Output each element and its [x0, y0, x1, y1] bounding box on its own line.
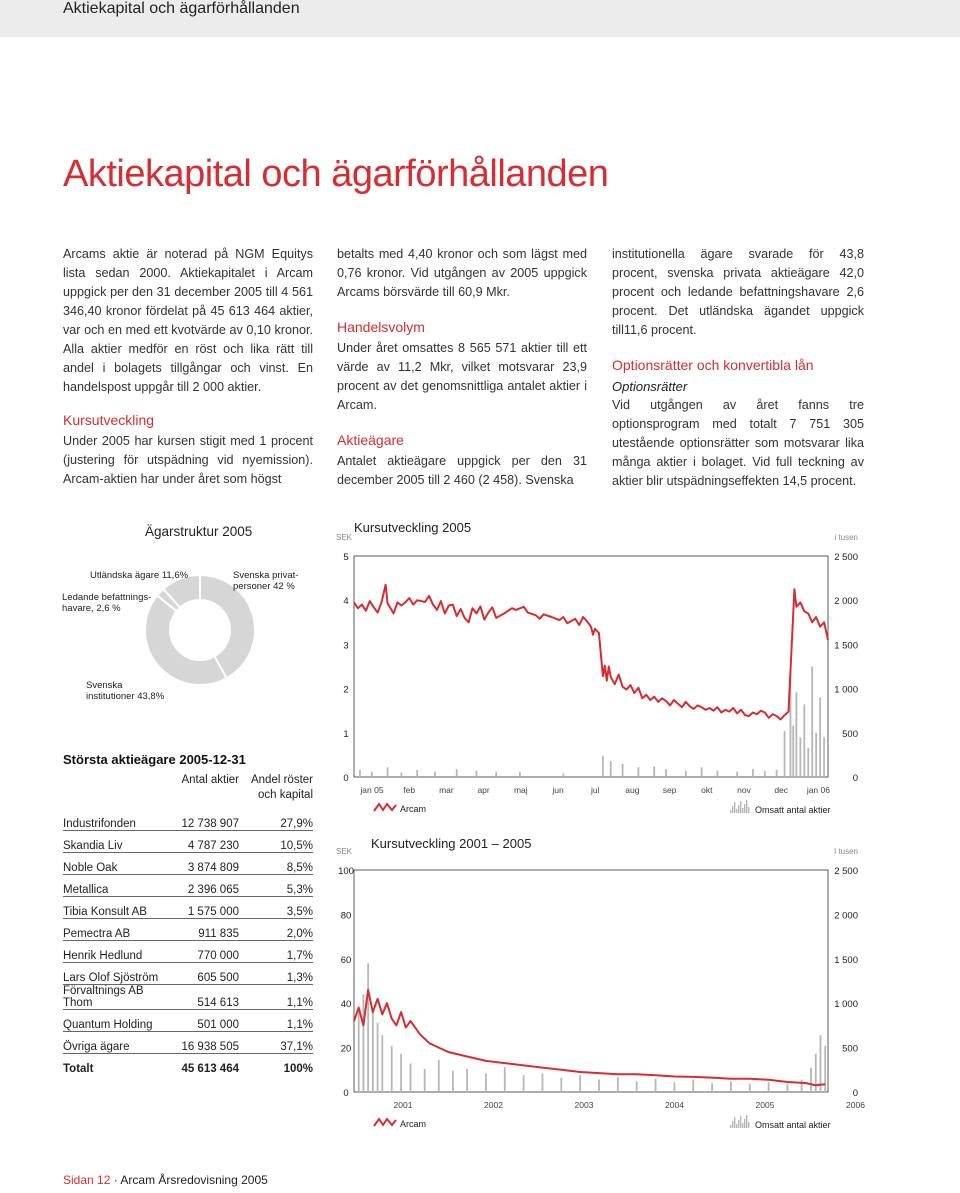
holder-shares: 501 000 [171, 1010, 239, 1032]
volume-bar [372, 1012, 374, 1092]
volume-bar [456, 769, 458, 777]
holder-shares: 770 000 [171, 941, 239, 963]
y-tick-left: 4 [343, 596, 349, 608]
legend-label: Arcam [400, 804, 427, 814]
volume-bar [819, 697, 821, 777]
legend-bar-swatch [738, 1120, 739, 1128]
volume-bar [523, 1075, 525, 1092]
volume-bar [776, 770, 778, 777]
holder-name: Lars Olof Sjöström [63, 963, 171, 985]
price-chart-2001-2005 [330, 847, 870, 1136]
table-row [63, 963, 313, 985]
volume-bar [665, 769, 667, 777]
x-tick-label: jul [590, 785, 600, 795]
volume-bar [787, 1084, 789, 1092]
y-tick-left: 60 [340, 954, 352, 966]
y-tick-right: 1 000 [834, 684, 858, 696]
volume-bar [610, 761, 612, 777]
y-tick-left: 40 [340, 999, 352, 1011]
legend-volume [730, 800, 831, 815]
x-tick-label: 2004 [665, 1100, 684, 1110]
paragraph: betalts med 4,40 kronor och som lägst med 0,76 kronor. Vid utgången av 2005 uppgick Arcams börsvärde till 60,9 Mkr. [337, 247, 587, 299]
text-column-3 [612, 245, 864, 491]
volume-bar [377, 1023, 379, 1092]
x-tick-label: nov [737, 785, 751, 795]
volume-bar [823, 737, 825, 777]
plot-frame [354, 870, 828, 1092]
y-tick-left: 1 [343, 728, 349, 740]
y-tick-right: 0 [852, 1088, 858, 1099]
y-tick-right: 1 500 [834, 640, 858, 652]
plot-frame [354, 556, 828, 777]
legend-label: Arcam [400, 1119, 427, 1129]
y-tick-right: 2 000 [834, 910, 858, 922]
volume-bar [673, 1082, 675, 1092]
holder-pct: 8,5% [239, 853, 313, 875]
paragraph: Vid utgången av året fanns tre optionsprogram med totalt 7 751 305 utestående optionsrätter som motsvarar lika många aktier i bolaget. Vid full teckning av aktier blir utspädningseffekten 14,5 procent. [612, 398, 864, 488]
volume-bar [768, 1082, 770, 1092]
legend-volume [730, 1115, 831, 1130]
section-heading: Optionsrätter och konvertibla lån [612, 357, 814, 373]
holder-pct: 1,1% [239, 985, 313, 1010]
table-row [63, 919, 313, 941]
volume-bar [387, 767, 389, 777]
legend-label: Omsatt antal aktier [755, 1120, 831, 1130]
legend-bar-swatch [744, 1119, 745, 1128]
x-tick-label: 2005 [755, 1100, 775, 1110]
x-tick-label: 2006 [846, 1100, 865, 1110]
col-header-name [63, 773, 171, 809]
volume-bar [736, 772, 738, 777]
paragraph: Under 2005 har kursen stigit med 1 procent (justering för utspädning vid nyemission). Arcam-aktien har under året som högst [63, 434, 313, 486]
y-tick-left: 80 [340, 910, 352, 922]
volume-bar [701, 767, 703, 777]
holder-pct: 1,1% [239, 1010, 313, 1032]
legend-line-swatch [374, 1119, 396, 1126]
section-heading: Kursutveckling [63, 412, 155, 428]
legend-bar-swatch [736, 809, 737, 813]
volume-bar [685, 771, 687, 777]
x-tick-label: maj [513, 785, 528, 795]
volume-bar [485, 1073, 487, 1092]
holder-pct: 3,5% [239, 897, 313, 919]
total-shares: 45 613 464 [181, 1063, 239, 1075]
holder-pct: 2,0% [239, 919, 313, 941]
table-total-row [63, 1054, 313, 1076]
volume-bar [434, 772, 436, 777]
donut-label-line: institutioner 43,8% [86, 691, 165, 702]
volume-bar [749, 1084, 751, 1092]
holder-name: Noble Oak [63, 853, 171, 875]
y-tick-left: 20 [340, 1043, 352, 1055]
volume-bar [381, 1035, 383, 1092]
total-name: Totalt [63, 1063, 94, 1075]
right-unit-label: I tusen [833, 847, 858, 856]
legend-line-swatch [374, 804, 396, 811]
volume-bar [401, 773, 403, 777]
legend-label: Omsatt antal aktier [755, 805, 831, 815]
section-heading: Handelsvolym [337, 319, 425, 335]
price-chart-2005 [330, 533, 870, 820]
y-tick-left: 2 [343, 684, 349, 696]
price-line [354, 585, 828, 720]
donut-label-management [62, 592, 151, 614]
y-tick-left: 3 [343, 640, 349, 652]
volume-bar [504, 1067, 506, 1092]
volume-bar [495, 772, 497, 777]
volume-bar [519, 772, 521, 777]
volume-bar [542, 1073, 544, 1092]
volume-bar [622, 764, 624, 777]
y-tick-right: 500 [842, 1043, 858, 1055]
volume-bar [810, 1068, 812, 1092]
legend-arcam [374, 1119, 426, 1129]
volume-bar [579, 1075, 581, 1092]
donut-label-line: Ledande befattnings- [62, 592, 152, 603]
volume-bar [410, 1064, 412, 1092]
section-subheading: Optionsrätter [612, 379, 688, 394]
volume-bar [692, 1080, 694, 1092]
footer-doc-title: Arcam Årsredovisning 2005 [120, 1173, 268, 1187]
page-title: Aktiekapital och ägarförhållanden [63, 153, 609, 195]
y-tick-right: 2 500 [834, 866, 858, 877]
holder-name: Skandia Liv [63, 831, 171, 853]
top-bar [0, 0, 960, 37]
paragraph: Under året omsattes 8 565 571 aktier till ett värde av 11,2 Mkr, vilket motsvarar 23,9 procent av det genomsnittliga antalet aktier i Arcam. [337, 341, 587, 412]
volume-bar [562, 773, 564, 777]
legend-bar-swatch [746, 1115, 747, 1128]
holder-pct: 5,3% [239, 875, 313, 897]
y-tick-right: 2 000 [834, 596, 858, 608]
volume-bar [752, 769, 754, 777]
left-unit-label: SEK [336, 847, 353, 856]
y-tick-right: 0 [852, 773, 858, 784]
y-tick-right: 2 500 [834, 552, 858, 563]
holder-pct: 27,9% [239, 809, 313, 831]
holder-shares: 3 874 809 [171, 853, 239, 875]
x-tick-label: apr [477, 785, 490, 795]
holder-pct: 10,5% [239, 831, 313, 853]
volume-bar [796, 692, 798, 777]
legend-bar-swatch [734, 802, 735, 813]
donut-slice [145, 595, 226, 685]
table-row [63, 1010, 313, 1032]
donut-label-private [233, 570, 298, 592]
x-tick-label: 2003 [574, 1100, 594, 1110]
volume-bar [638, 767, 640, 777]
table-row [63, 1032, 313, 1054]
donut-label-line: personer 42 % [233, 581, 295, 592]
paragraph: Antalet aktieägare uppgick per den 31 december 2005 till 2 460 (2 458). Svenska [337, 454, 587, 487]
total-pct: 100% [283, 1063, 313, 1075]
donut-label-line: havare, 2,6 % [62, 603, 121, 614]
holder-pct: 1,7% [239, 941, 313, 963]
volume-bar [792, 726, 794, 777]
volume-bar [617, 1077, 619, 1092]
volume-bar [815, 733, 817, 777]
volume-bar [764, 771, 766, 777]
holder-shares: 605 500 [171, 963, 239, 985]
legend-bar-swatch [740, 801, 741, 813]
donut-label-foreign: Utländska ägare 11,6% [90, 570, 189, 581]
donut-label-line: Svenska privat- [233, 570, 299, 581]
legend-bar-swatch [736, 1124, 737, 1128]
y-tick-left: 100 [338, 866, 354, 877]
volume-bar [803, 705, 805, 777]
legend-bar-swatch [744, 804, 745, 813]
holder-shares: 1 575 000 [171, 897, 239, 919]
left-unit-label: SEK [336, 533, 353, 542]
legend-bar-swatch [732, 806, 733, 813]
volume-bar [598, 1080, 600, 1092]
x-tick-label: jun [552, 785, 564, 795]
y-tick-left: 0 [343, 1088, 349, 1099]
paragraph: institutionella ägare svarade för 43,8 procent, svenska privata aktieägare 42,0 procent och ledande befattningshavare 2,6 procent. Det utländska ägandet uppgick till11,6 procent. [612, 247, 864, 337]
holder-name: Övriga ägare [63, 1032, 171, 1054]
legend-bar-swatch [742, 1123, 743, 1128]
footer-separator: · [110, 1173, 121, 1187]
table-row [63, 941, 313, 963]
volume-bar [452, 1071, 454, 1092]
table-row [63, 897, 313, 919]
text-column-2 [337, 245, 587, 490]
legend-bar-swatch [730, 1125, 731, 1128]
table-header-row [63, 773, 313, 809]
volume-bar [400, 1054, 402, 1092]
holder-name: Quantum Holding [63, 1010, 171, 1032]
chart-title-2001-2005: Kursutveckling 2001 – 2005 [371, 836, 532, 851]
paragraph: Arcams aktie är noterad på NGM Equitys lista sedan 2000. Aktiekapitalet i Arcam uppgick per den 31 december 2005 till 4 561 346,40 kronor fördelat på 45 613 464 aktier, var och en med ett kvotvärde av 0,10 kronor. Alla aktier medför en röst och lika rätt till andel i bolagets tillgångar och vinst. En handelspost uppgår till 2 000 aktier. [63, 247, 313, 394]
x-tick-label: feb [403, 785, 416, 795]
x-tick-label: sep [662, 785, 677, 795]
donut-label-line: Svenska [86, 680, 123, 691]
holder-name: Henrik Hedlund [63, 941, 171, 963]
volume-bar [416, 770, 418, 777]
volume-bar [438, 1060, 440, 1092]
volume-bar [730, 1081, 732, 1092]
holders-table [63, 773, 313, 1075]
text-column-1 [63, 245, 313, 489]
holder-name: Industrifonden [63, 809, 171, 831]
volume-bar [602, 756, 604, 777]
volume-bar [807, 748, 809, 777]
legend-bar-swatch [740, 1116, 741, 1128]
volume-bar [466, 1069, 468, 1092]
x-tick-label: okt [701, 785, 713, 795]
holder-shares: 911 835 [171, 919, 239, 941]
volume-bar [391, 1046, 393, 1092]
table-row [63, 831, 313, 853]
holder-name: Tibia Konsult AB [63, 897, 171, 919]
page-number: Sidan 12 [63, 1173, 111, 1187]
donut-title: Ägarstruktur 2005 [145, 524, 253, 539]
volume-bar [717, 771, 719, 777]
volume-bar [363, 994, 365, 1092]
legend-bar-swatch [746, 800, 747, 813]
legend-bar-swatch [748, 807, 749, 813]
y-tick-left: 5 [343, 552, 349, 563]
section-heading: Aktieägare [337, 432, 404, 448]
x-tick-label: jan 06 [806, 785, 830, 795]
x-tick-label: 2002 [484, 1100, 503, 1110]
volume-bar [799, 737, 801, 777]
legend-bar-swatch [730, 810, 731, 813]
table-row [63, 809, 313, 831]
volume-bar [784, 731, 786, 777]
holder-name: Förvaltnings AB Thom [63, 985, 171, 1010]
donut-label-institutions [86, 680, 164, 702]
right-unit-label: i tusen [834, 533, 858, 542]
volume-bar [655, 1079, 657, 1092]
table-row [63, 853, 313, 875]
col-header-votes: Andel röster och kapital [250, 774, 313, 801]
x-tick-label: mar [439, 785, 454, 795]
holder-shares: 2 396 065 [171, 875, 239, 897]
holder-pct: 1,3% [239, 963, 313, 985]
col-header-shares: Antal aktier [181, 774, 239, 786]
holders-table-title: Största aktieägare 2005-12-31 [63, 752, 246, 767]
volume-bar [820, 1035, 822, 1092]
x-tick-label: dec [774, 785, 789, 795]
running-header: Aktiekapital och ägarförhållanden [63, 0, 300, 17]
y-tick-right: 1 000 [834, 999, 858, 1011]
legend-bar-swatch [748, 1122, 749, 1128]
y-tick-left: 0 [343, 773, 349, 784]
chart-title-2005: Kursutveckling 2005 [354, 520, 472, 535]
holder-shares: 16 938 505 [171, 1032, 239, 1054]
x-tick-label: 2001 [393, 1100, 413, 1110]
x-tick-label: aug [625, 785, 640, 795]
legend-bar-swatch [738, 805, 739, 813]
legend-bar-swatch [732, 1121, 733, 1128]
volume-bar [801, 1080, 803, 1092]
footer [63, 1173, 268, 1187]
volume-bar [367, 963, 369, 1092]
x-tick-label: jan 05 [360, 785, 384, 795]
volume-bar [653, 766, 655, 777]
holder-pct: 37,1% [239, 1032, 313, 1054]
legend-bar-swatch [742, 808, 743, 813]
holder-name: Pemectra AB [63, 919, 171, 941]
legend-arcam [374, 804, 426, 814]
volume-bar [371, 772, 373, 777]
table-row [63, 875, 313, 897]
volume-bar [359, 770, 361, 777]
holder-shares: 12 738 907 [171, 809, 239, 831]
y-tick-right: 500 [842, 728, 858, 740]
volume-bar [636, 1081, 638, 1092]
holder-shares: 4 787 230 [171, 831, 239, 853]
table-row [63, 985, 313, 1010]
volume-bar [811, 667, 813, 778]
volume-bar [560, 1078, 562, 1092]
holder-name: Metallica [63, 875, 171, 897]
volume-bar [711, 1083, 713, 1092]
volume-bar [424, 1069, 426, 1092]
y-tick-right: 1 500 [834, 954, 858, 966]
volume-bar [358, 1008, 360, 1092]
holder-shares: 514 613 [171, 985, 239, 1010]
volume-bar [476, 771, 478, 777]
legend-bar-swatch [734, 1117, 735, 1128]
